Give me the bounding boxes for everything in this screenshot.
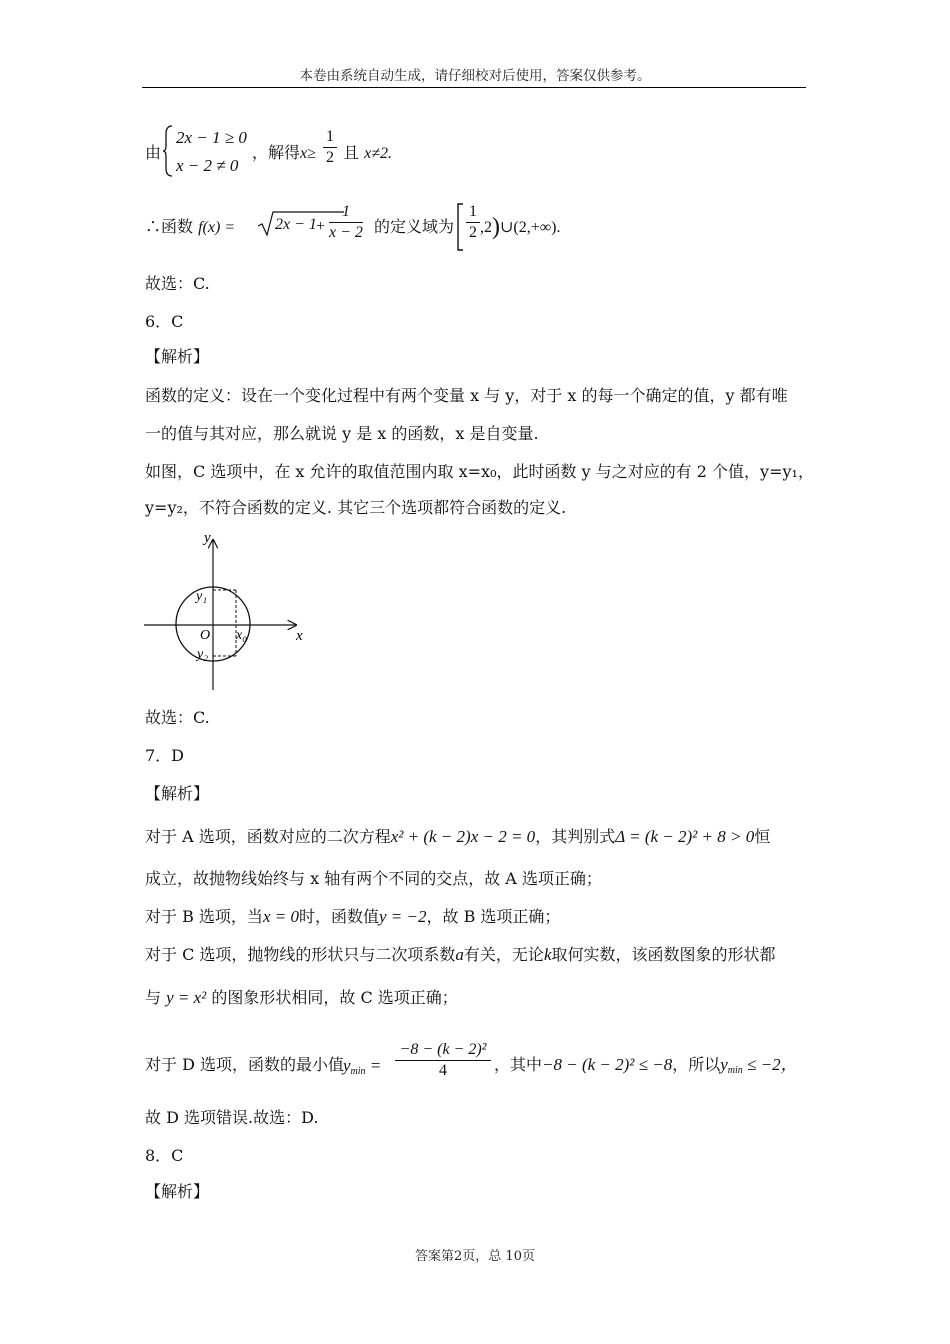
q7-a-line1	[145, 826, 770, 848]
q7-d-min-sub: min	[350, 1066, 366, 1077]
q7-b-line	[145, 906, 560, 928]
q7-d-eq: =	[369, 1056, 382, 1075]
therefore-text: ∴函数	[145, 217, 194, 236]
q7-a-eq: x² + (k − 2)x − 2 = 0	[390, 827, 536, 846]
q7-d-res: ≤ −2，	[747, 1055, 798, 1074]
q7-b-mid: 时，函数值	[298, 907, 379, 926]
q7-a-line2: 成立，故抛物线始终与 x 轴有两个不同的交点，故 A 选项正确；	[145, 869, 602, 888]
q7-d-ineq: −8 − (k − 2)² ≤ −8	[542, 1055, 673, 1074]
q7-c-k: k	[543, 945, 552, 964]
therefore-line	[145, 216, 235, 239]
q7-d-mid: ，其中	[494, 1055, 543, 1074]
cond-and	[343, 142, 392, 165]
and-word: 且	[343, 143, 360, 162]
q7-c2-end: 的图象形状相同，故 C 选项正确；	[211, 988, 458, 1007]
page-header: 本卷由系统自动生成，请仔细校对后使用，答案仅供参考。	[299, 68, 651, 84]
q7-a-pre: 对于 A 选项，函数对应的二次方程	[145, 827, 391, 846]
cond-x: x≥	[300, 145, 316, 162]
q7-c-mid: 有关，无论	[463, 945, 544, 964]
q7-d-pre: 对于 D 选项，函数的最小值	[145, 1055, 345, 1074]
domain-frac	[327, 202, 365, 243]
q7-d-rest	[494, 1054, 798, 1082]
q6-number: 6．C	[145, 312, 184, 331]
solve-word: ，解得	[252, 143, 301, 162]
fig-y-label: y	[204, 530, 211, 546]
circle-figure	[140, 528, 320, 693]
q7-b-eq2: y = −2	[378, 907, 427, 926]
interval-frac-den: 2	[469, 224, 477, 241]
q7-d-frac-den: 4	[439, 1062, 447, 1079]
q7-d-frac	[393, 1040, 493, 1081]
page-footer: 答案第2页，总 10页	[415, 1249, 535, 1264]
domain-text: 的定义域为	[374, 217, 455, 236]
q7-a-end: 恒	[754, 827, 771, 846]
solve-text	[252, 142, 316, 165]
q7-d-so: ，所以	[672, 1055, 721, 1074]
cond-frac-den: 2	[326, 149, 334, 166]
q7-c-eq: y = x²	[166, 988, 207, 1007]
q7-d-min-sub2: min	[727, 1065, 743, 1076]
q7-d-res-wrap	[720, 1055, 797, 1074]
system-line-1: 2x − 1 ≥ 0	[176, 128, 247, 147]
q7-a-mid: ，其判别式	[535, 827, 616, 846]
q8-analysis: 【解析】	[145, 1182, 210, 1201]
q7-c-pre: 对于 C 选项，抛物线的形状只与二次项系数	[145, 945, 456, 964]
interval-2: (2,+∞).	[513, 219, 561, 236]
q7-d-ymin	[343, 1055, 381, 1083]
q8-number: 8．C	[145, 1146, 184, 1165]
union-sign: ∪	[500, 219, 514, 236]
cond-2: x≠2.	[364, 145, 392, 162]
cond-frac-num: 1	[323, 127, 337, 148]
system-prefix: 由	[145, 143, 162, 162]
q7-b-pre: 对于 B 选项，当	[145, 907, 263, 926]
q6-analysis: 【解析】	[145, 347, 210, 366]
q7-b-end: ，故 B 选项正确；	[426, 907, 561, 926]
system-brace	[162, 124, 174, 178]
header-rule	[142, 87, 806, 88]
q7-d-line2: 故 D 选项错误.故选：D.	[145, 1108, 319, 1127]
q6-para2-a: 如图，C 选项中，在 x 允许的取值范围内取 x=x₀，此时函数 y 与之对应的有 2 个值，y=y₁，	[145, 462, 814, 481]
q7-a-delta: Δ = (k − 2)² + 8 > 0	[615, 827, 755, 846]
q7-d-y: y	[343, 1056, 351, 1075]
fig-x-label: x	[296, 628, 303, 644]
fig-x0-label: x₀	[236, 628, 248, 643]
fig-o-label: O	[200, 628, 211, 643]
plus-sign: +	[316, 218, 326, 235]
interval-frac-num: 1	[466, 202, 480, 223]
q7-d-frac-num: −8 − (k − 2)²	[395, 1040, 491, 1061]
fig-y2-label: y₂	[197, 647, 209, 662]
q6-para2-b: y=y₂，不符合函数的定义. 其它三个选项都符合函数的定义.	[145, 498, 567, 517]
answer-prev: 故选：C.	[145, 274, 210, 293]
q7-b-eq1: x = 0	[262, 907, 299, 926]
frac2-den: x − 2	[329, 224, 363, 241]
q7-c-line1	[145, 944, 776, 966]
interval-rest: ,2)∪(2,+∞).	[480, 214, 561, 240]
fig-y1-label: y₁	[196, 589, 208, 604]
q7-c-line2	[145, 987, 458, 1009]
system-line-2: x − 2 ≠ 0	[176, 156, 239, 175]
interval-rest-text: ,2	[480, 219, 492, 236]
cond-frac	[321, 127, 339, 168]
q7-c2-pre: 与	[145, 988, 162, 1007]
q7-c-a: a	[455, 945, 464, 964]
q7-c-end: 取何实数，该函数图象的形状都	[551, 945, 776, 964]
q6-para1-b: 一的值与其对应，那么就说 y 是 x 的函数，x 是自变量.	[145, 424, 539, 443]
q7-analysis: 【解析】	[145, 784, 210, 803]
q7-number: 7．D	[145, 746, 185, 765]
sqrt-body: 2x − 1	[275, 216, 317, 233]
q7-d-y2: y	[720, 1055, 728, 1074]
frac2-num: 1	[329, 202, 363, 223]
q6-para1-a: 函数的定义：设在一个变化过程中有两个变量 x 与 y，对于 x 的每一个确定的值，y 都有唯	[145, 386, 788, 405]
func-lhs: f(x) =	[198, 219, 236, 236]
q6-answer: 故选：C.	[145, 708, 210, 727]
